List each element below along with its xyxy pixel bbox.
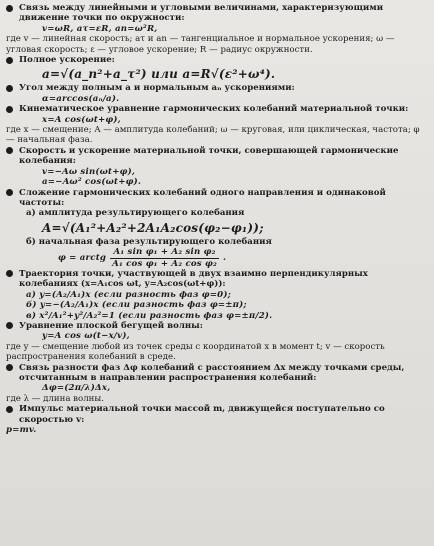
text-block: Связь разности фаз Δφ колебаний с расстоянием Δx между точками среды, отсчитанным в направлении распространения колебаний: bbox=[19, 362, 405, 383]
text-block: Связь между линейными и угловыми величинами, характеризующими движение точки по окружности: bbox=[19, 3, 384, 24]
formula-block-5 bbox=[6, 146, 429, 167]
bullet-icon bbox=[6, 364, 13, 371]
formula-block-7 bbox=[6, 269, 429, 290]
formula-block-10 bbox=[6, 404, 429, 425]
bullet-icon bbox=[6, 5, 13, 12]
formula-block-2 bbox=[6, 55, 429, 65]
bullet-icon bbox=[6, 322, 13, 329]
fraction bbox=[110, 247, 219, 269]
equation-suffix: . bbox=[222, 252, 227, 263]
formula-block-9 bbox=[6, 363, 429, 384]
text-block: где y — смещение любой из точек среды с координатой x в момент t; v — скорость распространения колебаний в среде. bbox=[6, 341, 385, 363]
equation: A=√(A₁²+A₂²+2A₁A₂cos(φ₂−φ₁)); bbox=[42, 220, 264, 235]
text-block: Скорость и ускорение материальной точки, совершающей гармонические колебания: bbox=[19, 145, 399, 167]
equation: Δφ=(2π/λ)Δx, bbox=[42, 383, 111, 394]
bullet-icon bbox=[6, 406, 13, 413]
formula-block-4 bbox=[6, 104, 429, 114]
text-block: Полное ускорение: bbox=[19, 55, 115, 66]
equation: v=ωR, aτ=εR, an=ω²R, bbox=[42, 23, 158, 34]
bullet-icon bbox=[6, 270, 13, 277]
equation: a=−Aω² cos(ωt+φ). bbox=[42, 177, 142, 188]
text-block: Траектория точки, участвующей в двух взаимно перпендикулярных колебаниях (x=A₁cos ωt, y=A₂cos(ωt+φ)): bbox=[19, 268, 368, 290]
bullet-icon bbox=[6, 189, 13, 196]
equation: y=A cos ω(t−x/v), bbox=[42, 331, 130, 342]
text-block: Импульс материальной точки массой m, движущейся поступательно со скоростью v: bbox=[19, 404, 385, 425]
equation-prefix: φ = arctg bbox=[58, 252, 107, 263]
formula-block-1 bbox=[6, 3, 429, 24]
equation bbox=[6, 247, 429, 269]
bullet-icon bbox=[6, 106, 13, 113]
text-block: где λ — длина волны. bbox=[6, 393, 104, 404]
equation: a=√(a_n²+a_τ²) или a=R√(ε²+ω⁴). bbox=[42, 67, 276, 82]
sub-item: а) амплитуда результирующего колебания bbox=[26, 208, 245, 219]
equation: v=−Aω sin(ωt+φ), bbox=[42, 166, 136, 177]
fraction-numerator: A₁ sin φ₁ + A₂ sin φ₂ bbox=[110, 247, 219, 258]
equation: p=mv. bbox=[6, 425, 37, 436]
sub-item: б) начальная фаза результирующего колебания bbox=[26, 236, 272, 247]
bullet-icon bbox=[6, 57, 13, 64]
formula-block-3 bbox=[6, 83, 429, 93]
text-block: Сложение гармонических колебаний одного направления и одинаковой частоты: bbox=[19, 187, 386, 208]
sub-item: б) y=−(A₂/A₁)x (если разность фаз φ=±π); bbox=[26, 300, 247, 311]
text-block: Кинематическое уравнение гармонических колебаний материальной точки: bbox=[19, 104, 409, 115]
text-block: где v — линейная скорость; aτ и an — тангенциальное и нормальное ускорения; ω — угловая скорость; ε — угловое ускорение; R — радиус окружности. bbox=[6, 34, 395, 55]
equation: x=A cos(ωt+φ), bbox=[42, 114, 121, 125]
fraction-denominator: A₁ cos φ₁ + A₂ cos φ₂ bbox=[112, 258, 217, 269]
text-block: где x — смещение; A — амплитуда колебаний; ω — круговая, или циклическая, частота; φ — начальная фаза. bbox=[6, 125, 420, 146]
formula-block-8 bbox=[6, 321, 429, 331]
equation: α=arccos(aₙ/a). bbox=[42, 93, 120, 104]
formula-block-6 bbox=[6, 188, 429, 209]
bullet-icon bbox=[6, 85, 13, 92]
text-block: Уравнение плоской бегущей волны: bbox=[19, 320, 203, 331]
sub-item: а) y=(A₂/A₁)x (если разность фаз φ=0); bbox=[26, 289, 232, 300]
text-block: Угол между полным a и нормальным aₙ ускорениями: bbox=[19, 83, 295, 94]
sub-item: в) x²/A₁²+y²/A₂²=1 (если разность фаз φ=±π/2). bbox=[26, 310, 273, 321]
bullet-icon bbox=[6, 147, 13, 154]
